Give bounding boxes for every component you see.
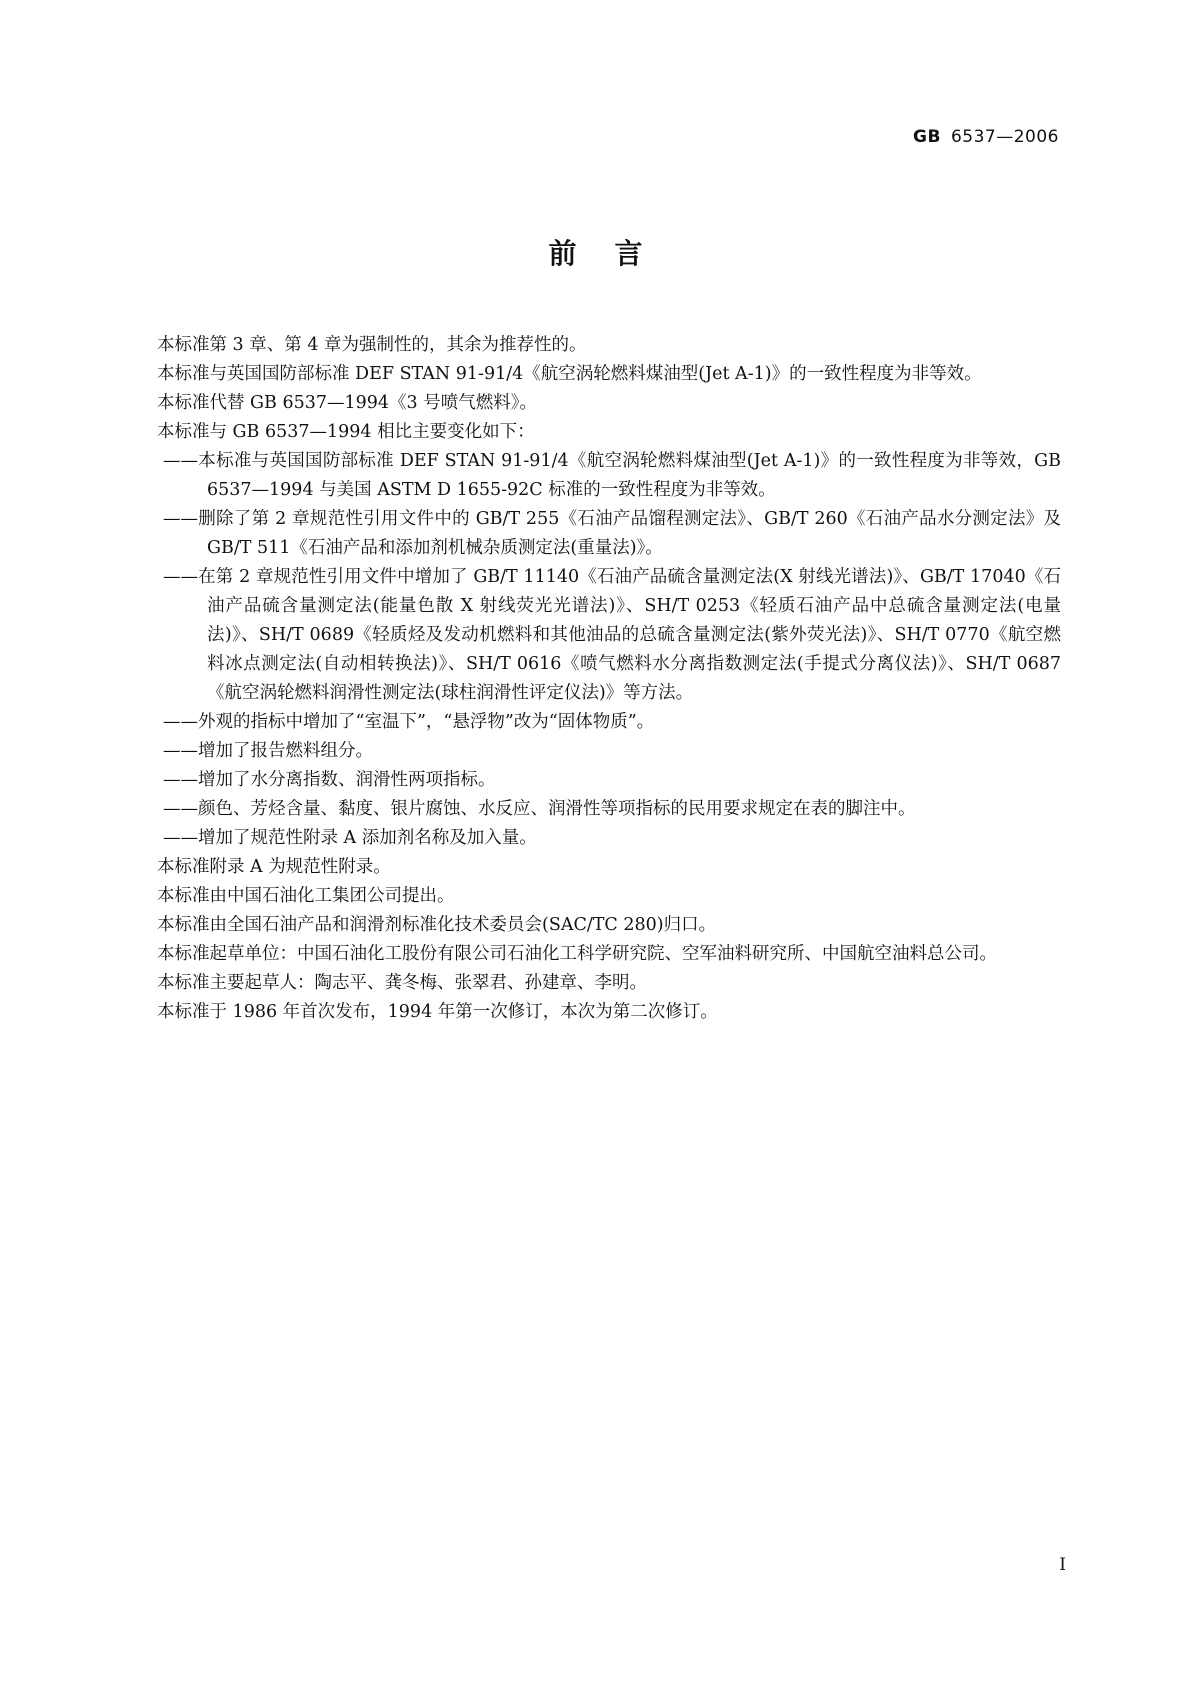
standard-code-prefix: GB <box>913 127 941 147</box>
paragraph: 本标准附录 A 为规范性附录。 <box>157 857 391 877</box>
paragraph: 本标准与英国国防部标准 DEF STAN 91-91/4《航空涡轮燃料煤油型(Jet A-1)》的一致性程度为非等效。 <box>157 364 982 384</box>
change-item: ——增加了规范性附录 A 添加剂名称及加入量。 <box>163 828 537 848</box>
paragraph: 本标准由中国石油化工集团公司提出。 <box>157 886 455 906</box>
paragraph: 本标准于 1986 年首次发布，1994 年第一次修订，本次为第二次修订。 <box>157 1002 718 1022</box>
page-number: I <box>1059 1555 1066 1575</box>
change-item: ——增加了水分离指数、润滑性两项指标。 <box>163 770 496 790</box>
page-title: 前言 <box>548 237 681 270</box>
paragraph: 本标准主要起草人：陶志平、龚冬梅、张翠君、孙建章、李明。 <box>157 973 647 993</box>
change-item: ——外观的指标中增加了“室温下”，“悬浮物”改为“固体物质”。 <box>163 712 655 732</box>
standard-code <box>913 127 1059 147</box>
change-item: ——颜色、芳烃含量、黏度、银片腐蚀、水反应、润滑性等项指标的民用要求规定在表的脚注中。 <box>163 799 916 819</box>
change-item: ——在第 2 章规范性引用文件中增加了 GB/T 11140《石油产品硫含量测定法(X 射线光谱法)》、GB/T 17040《石油产品硫含量测定法(能量色散 X 射线荧光光谱法)》、SH/T 0253《轻质石油产品中总硫含量测定法(电量法)》、SH/T 0689《轻质烃及发动机燃料和其他油品的总硫含量测定法(紫外荧光法)》、SH/T 0770《航空燃料冰点测定法(自动相转换法)》、SH/T 0616《喷气燃料水分离指数测定法(手提式分离仪法)》、SH/T 0687《航空涡轮燃料润滑性测定法(球柱润滑性评定仪法)》等方法。 <box>163 567 1061 703</box>
paragraph: 本标准代替 GB 6537—1994《3 号喷气燃料》。 <box>157 393 537 413</box>
paragraph: 本标准第 3 章、第 4 章为强制性的，其余为推荐性的。 <box>157 335 587 355</box>
change-item: ——增加了报告燃料组分。 <box>163 741 373 761</box>
paragraph: 本标准起草单位：中国石油化工股份有限公司石油化工科学研究院、空军油料研究所、中国航空油料总公司。 <box>157 944 997 964</box>
paragraph: 本标准与 GB 6537—1994 相比主要变化如下： <box>157 422 535 442</box>
paragraph: 本标准由全国石油产品和润滑剂标准化技术委员会(SAC/TC 280)归口。 <box>157 915 717 935</box>
standard-code-number: 6537—2006 <box>950 127 1059 147</box>
foreword-body <box>122 331 1061 1027</box>
change-item: ——删除了第 2 章规范性引用文件中的 GB/T 255《石油产品馏程测定法》、GB/T 260《石油产品水分测定法》及 GB/T 511《石油产品和添加剂机械杂质测定法(重量法)》。 <box>163 509 1061 558</box>
change-item: ——本标准与英国国防部标准 DEF STAN 91-91/4《航空涡轮燃料煤油型(Jet A-1)》的一致性程度为非等效，GB 6537—1994 与美国 ASTM D 1655-92C 标准的一致性程度为非等效。 <box>163 451 1061 500</box>
